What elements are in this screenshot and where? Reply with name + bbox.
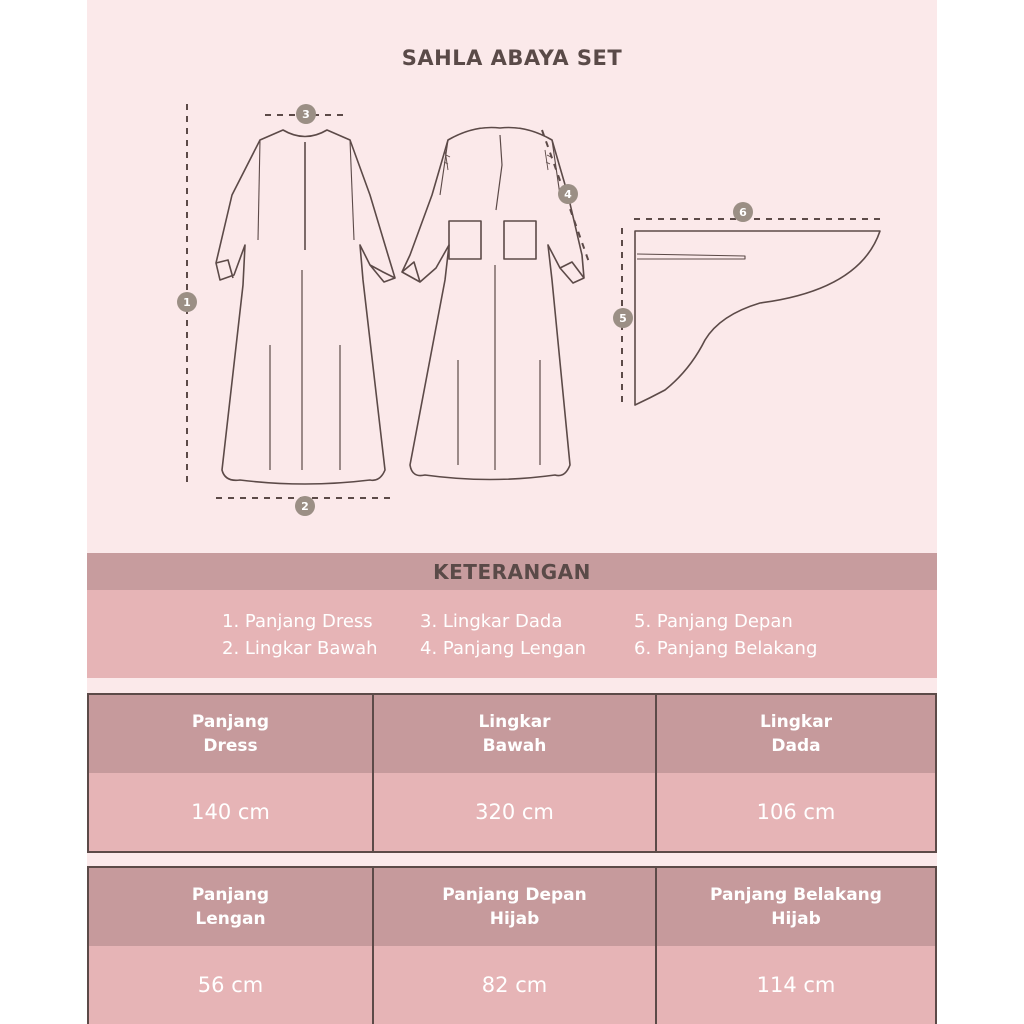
marker-4 <box>558 184 578 204</box>
hijab-illustration <box>635 231 880 405</box>
marker-5 <box>613 308 633 328</box>
size-table-2 <box>87 866 937 1024</box>
legend-item-1: 1. Panjang Dress <box>222 611 373 632</box>
table-value-cell: 114 cm <box>655 946 935 1024</box>
svg-text:4: 4 <box>564 188 572 201</box>
page-title: SAHLA ABAYA SET <box>401 46 623 70</box>
marker-6 <box>733 202 753 222</box>
table-value-cell: 320 cm <box>372 773 655 851</box>
svg-text:5: 5 <box>619 312 627 325</box>
legend-item-6: 6. Panjang Belakang <box>634 638 818 659</box>
table-header-cell: Panjang Depan Hijab <box>372 868 655 946</box>
front-dress-illustration <box>216 130 395 484</box>
back-dress-illustration <box>402 128 584 480</box>
table-value-cell: 140 cm <box>89 773 372 851</box>
size-table-1 <box>87 693 937 853</box>
garment-diagram <box>87 0 937 540</box>
legend-item-2: 2. Lingkar Bawah <box>222 638 378 659</box>
keterangan-heading: KETERANGAN <box>87 553 937 590</box>
table-header-cell: Panjang Belakang Hijab <box>655 868 935 946</box>
svg-text:1: 1 <box>183 296 191 309</box>
marker-3 <box>296 104 316 124</box>
size-chart-panel <box>87 0 937 1024</box>
table-value-cell: 56 cm <box>89 946 372 1024</box>
keterangan-legend <box>87 590 937 678</box>
table-value-cell: 106 cm <box>655 773 935 851</box>
legend-item-3: 3. Lingkar Dada <box>420 611 563 632</box>
svg-text:6: 6 <box>739 206 747 219</box>
table-header-cell: Lingkar Bawah <box>372 695 655 773</box>
marker-2 <box>295 496 315 516</box>
legend-item-4: 4. Panjang Lengan <box>420 638 587 659</box>
table-header-cell: Panjang Lengan <box>89 868 372 946</box>
svg-text:3: 3 <box>302 108 310 121</box>
table-header-cell: Lingkar Dada <box>655 695 935 773</box>
marker-1 <box>177 292 197 312</box>
table-value-cell: 82 cm <box>372 946 655 1024</box>
legend-item-5: 5. Panjang Depan <box>634 611 793 632</box>
svg-text:2: 2 <box>301 500 309 513</box>
table-header-cell: Panjang Dress <box>89 695 372 773</box>
